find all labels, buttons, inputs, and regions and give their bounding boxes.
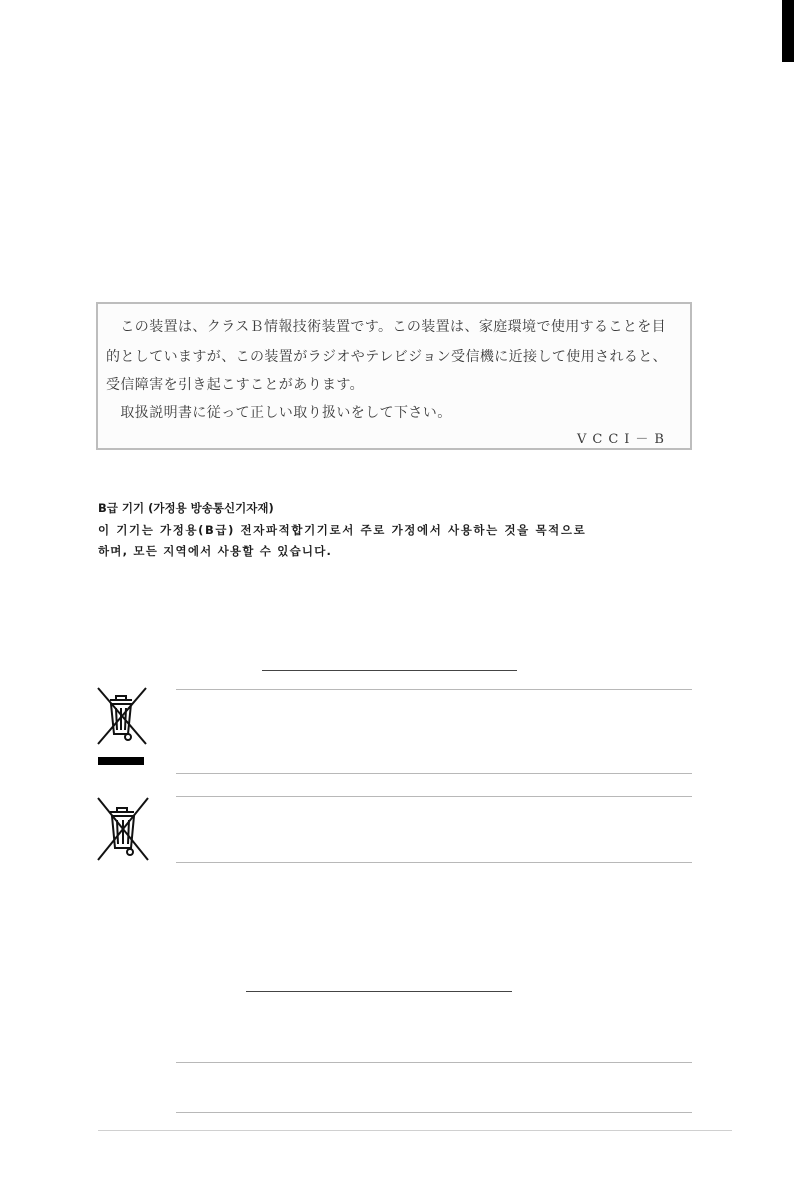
heading-underline: [246, 991, 512, 992]
kc-notice-line: 이 기기는 가정용(B급) 전자파적합기기로서 주로 가정에서 사용하는 것을 목적으로: [98, 523, 587, 537]
vcci-line: 的としていますが、この装置がラジオやテレビジョン受信機に近接して使用されると、: [106, 349, 668, 365]
crossed-out-wheelie-bin-icon: [94, 686, 150, 748]
vcci-line: 受信障害を引き起こすことがあります。: [106, 377, 365, 393]
section-divider: [176, 1112, 692, 1113]
vcci-notice-box: [96, 302, 692, 450]
kc-notice-line: 하며, 모든 지역에서 사용할 수 있습니다.: [98, 544, 333, 558]
section-divider: [176, 796, 692, 797]
vcci-class-mark: VCCI－B: [577, 432, 670, 447]
page-footer-rule: [98, 1130, 732, 1131]
vcci-line: 取扱説明書に従って正しい取り扱いをして下さい。: [106, 405, 452, 421]
section-divider: [176, 1062, 692, 1063]
weee-date-bar: [98, 757, 144, 765]
vcci-line: この装置は、クラスＢ情報技術装置です。この装置は、家庭環境で使用することを目: [106, 319, 667, 335]
kc-notice-title: B급 기기 (가정용 방송통신기자재): [98, 501, 274, 515]
section-divider: [176, 862, 692, 863]
section-divider: [176, 773, 692, 774]
section-divider: [176, 689, 692, 690]
page-tab-marker: [782, 0, 794, 62]
crossed-out-wheelie-bin-icon: [94, 796, 152, 862]
heading-underline: [262, 670, 517, 671]
